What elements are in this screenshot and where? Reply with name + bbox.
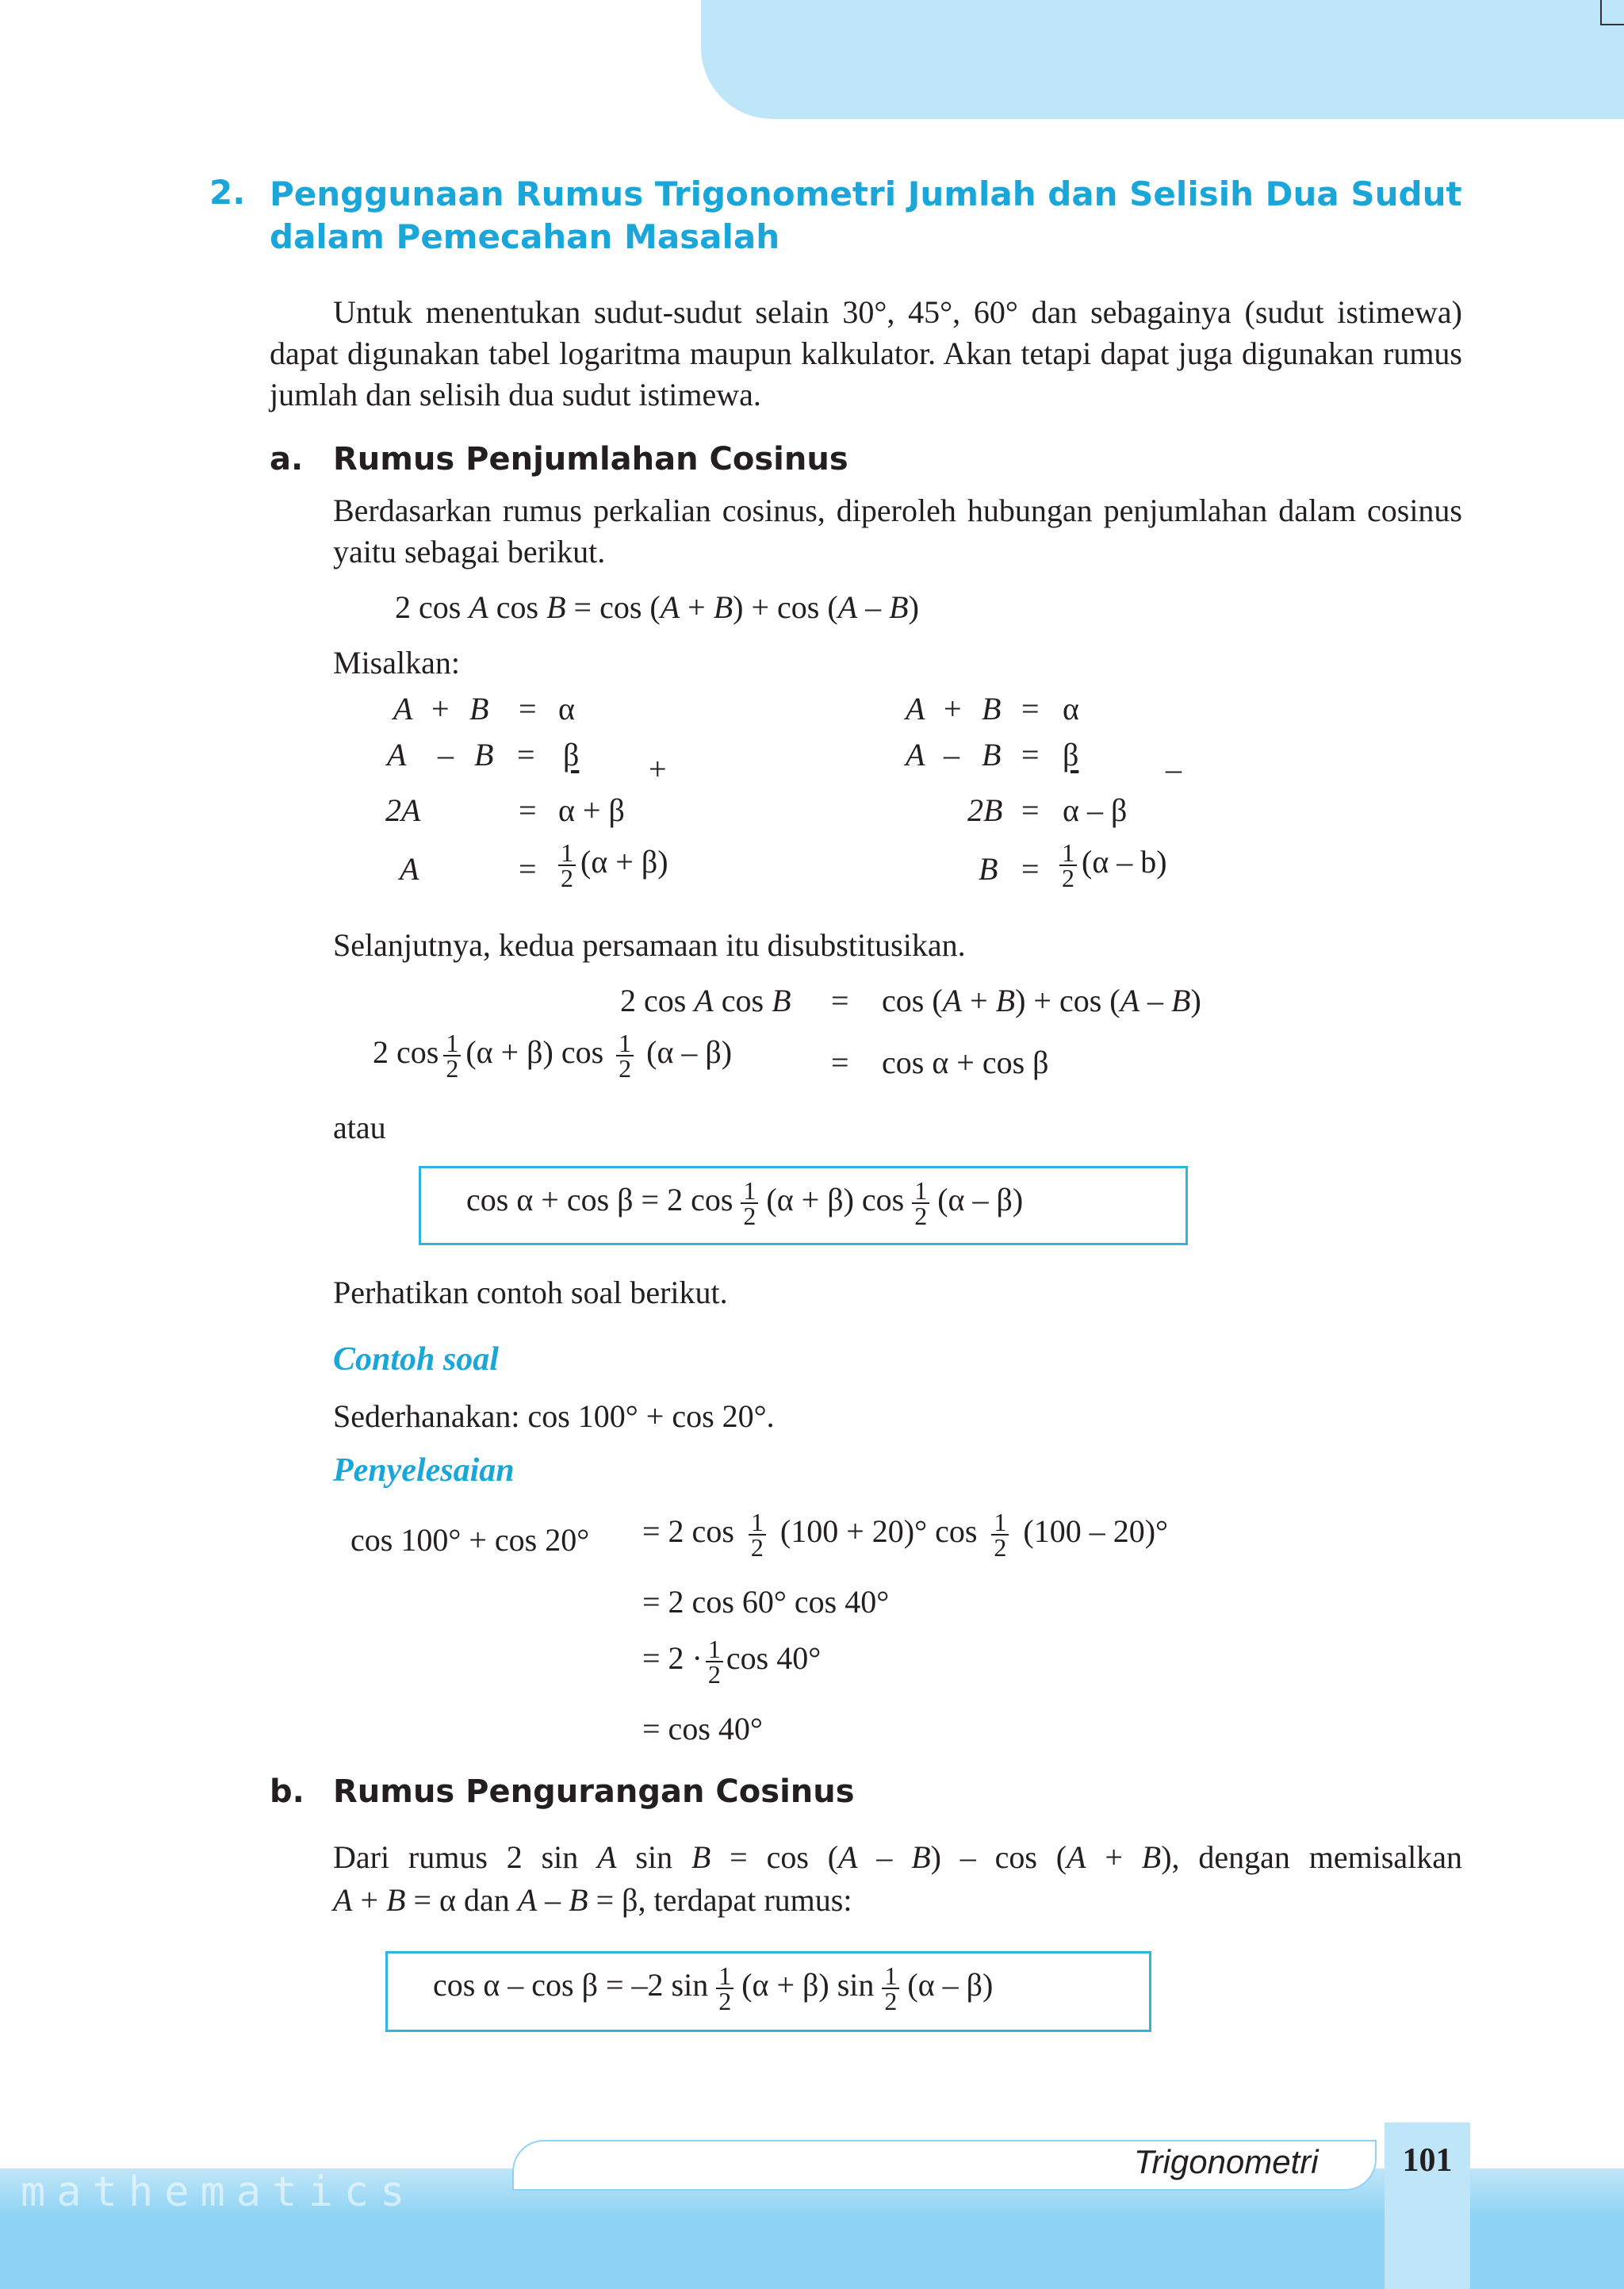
crop-mark [1600, 0, 1624, 25]
sub-b-intro-line1: Dari rumus 2 sin A sin B = cos (A – B) – cos (A + B), dengan memisalkan [333, 1839, 1463, 1875]
fraction: $\frac{1}{2}$ [991, 1510, 1009, 1559]
chapter-name: Trigonometri [1134, 2143, 1319, 2180]
fraction: $\frac{1}{2}$ [749, 1510, 766, 1559]
fraction: $\frac{1}{2}$ [443, 1031, 461, 1080]
fraction: $\frac{1}{2}$ [882, 1964, 899, 2013]
eq2-eq: = [831, 1045, 849, 1080]
left-r4-a: A [400, 851, 419, 887]
left-r1-b: B [469, 691, 489, 727]
contoh-soal-label: Contoh soal [333, 1341, 499, 1378]
fraction: $\frac{1}{2}$ [1059, 841, 1077, 890]
sub-a-title: Rumus Penjumlahan Cosinus [333, 441, 848, 477]
watermark: mathematics [21, 2168, 416, 2216]
right-r1-b: B [982, 691, 1002, 727]
left-r2-eq: = [517, 737, 535, 773]
fraction: $\frac{1}{2}$ [741, 1179, 758, 1228]
left-r2-b: B [474, 737, 494, 773]
left-r2-val: β [563, 737, 580, 773]
sub-b-label: b. [270, 1773, 304, 1810]
section-title-line2: dalam Pemecahan Masalah [270, 217, 780, 256]
left-r2-a: A [387, 737, 407, 773]
sub-a-label: a. [270, 441, 304, 477]
solution-step-4: = cos 40° [642, 1711, 763, 1746]
eq2-left: 2 cos $\frac{1}{2}$ (α + β) cos $\frac{1}{2}$ (α – β) [373, 1029, 733, 1083]
left-r1-val: α [558, 691, 575, 727]
left-r3-val: α + β [558, 792, 625, 828]
fraction: $\frac{1}{2}$ [912, 1179, 929, 1228]
left-r3-a: 2A [385, 792, 421, 828]
right-r2-eq: = [1021, 737, 1040, 773]
section-intro: Untuk menentukan sudut-sudut selain 30°, 45°, 60° dan sebagainya (sudut istimewa) dapat digunakan tabel logaritma maupun kalkulator. Akan tetapi dapat juga digunakan rumus jumlah dan selisih dua sudut istimewa. [270, 294, 1462, 412]
right-r3-a: 2B [967, 792, 1003, 828]
eq1-left: 2 cos A cos B [620, 983, 791, 1018]
right-r1-val: α [1063, 691, 1079, 727]
right-r1-a: A [906, 691, 925, 727]
sub-a-intro: Berdasarkan rumus perkalian cosinus, diperoleh hubungan penjumlahan dalam cosinus yaitu sebagai berikut. [333, 493, 1462, 569]
misalkan-label: Misalkan: [333, 645, 460, 681]
right-r1-op: + [944, 691, 962, 727]
left-r4-val: $\frac{1}{2}$ (α + β) [553, 841, 668, 890]
left-r1-a: A [393, 691, 413, 727]
fraction: $\frac{1}{2}$ [616, 1031, 634, 1080]
right-r2-op: – [944, 737, 959, 773]
section-title-line1: Penggunaan Rumus Trigonometri Jumlah dan Selisih Dua Sudut [270, 174, 1462, 213]
fraction: $\frac{1}{2}$ [558, 841, 576, 890]
sub-a-formula: 2 cos A cos B = cos (A + B) + cos (A – B) [395, 589, 919, 625]
right-diff-op: – [1166, 751, 1182, 787]
top-band [701, 0, 1624, 119]
right-r3-val: α – β [1063, 792, 1128, 828]
right-r4-eq: = [1021, 851, 1040, 887]
boxed-difference-formula: cos α – cos β = –2 sin $\frac{1}{2}$ (α + β) sin $\frac{1}{2}$ (α – β) [433, 1961, 994, 2015]
section-number: 2. [209, 173, 246, 212]
left-r1-op: + [431, 691, 450, 727]
left-r3-eq: = [519, 792, 537, 828]
solution-step-3: = 2 · $\frac{1}{2}$ cos 40° [642, 1635, 822, 1689]
right-r2-val: β [1063, 737, 1079, 773]
boxed-sum-formula: cos α + cos β = 2 cos $\frac{1}{2}$ (α + β) cos $\frac{1}{2}$ (α – β) [466, 1176, 1024, 1230]
right-r4-a: B [979, 851, 998, 887]
solution-lhs: cos 100° + cos 20° [350, 1522, 590, 1558]
solution-step-1: = 2 cos $\frac{1}{2}$ (100 + 20)° cos $\frac{1}{2}$ (100 – 20)° [642, 1508, 1169, 1562]
contoh-soal-text: Sederhanakan: cos 100° + cos 20°. [333, 1398, 775, 1434]
eq1-eq: = [831, 983, 849, 1018]
fraction: $\frac{1}{2}$ [706, 1637, 723, 1686]
left-r1-eq: = [519, 691, 537, 727]
perhatikan-text: Perhatikan contoh soal berikut. [333, 1275, 728, 1310]
eq2-right: cos α + cos β [882, 1045, 1049, 1080]
right-r3-eq: = [1021, 792, 1040, 828]
right-r1-eq: = [1021, 691, 1040, 727]
sub-b-intro-line2: A + B = α dan A – B = β, terdapat rumus: [333, 1882, 852, 1918]
left-r4-eq: = [519, 851, 537, 887]
right-r2-b: B [982, 737, 1002, 773]
sub-b-title: Rumus Pengurangan Cosinus [333, 1773, 855, 1810]
left-sum-op: + [649, 751, 667, 787]
eq1-right: cos (A + B) + cos (A – B) [882, 983, 1201, 1018]
page-number: 101 [1402, 2142, 1453, 2179]
penyelesaian-label: Penyelesaian [333, 1452, 515, 1489]
section-title [270, 173, 1462, 259]
right-r2-a: A [906, 737, 925, 773]
right-r4-val: $\frac{1}{2}$ (α – b) [1055, 841, 1167, 890]
atau-label: atau [333, 1110, 386, 1145]
solution-step-2: = 2 cos 60° cos 40° [642, 1584, 890, 1620]
subst-text: Selanjutnya, kedua persamaan itu disubstitusikan. [333, 927, 966, 963]
fraction: $\frac{1}{2}$ [716, 1964, 733, 2013]
left-r2-op: – [438, 737, 454, 773]
